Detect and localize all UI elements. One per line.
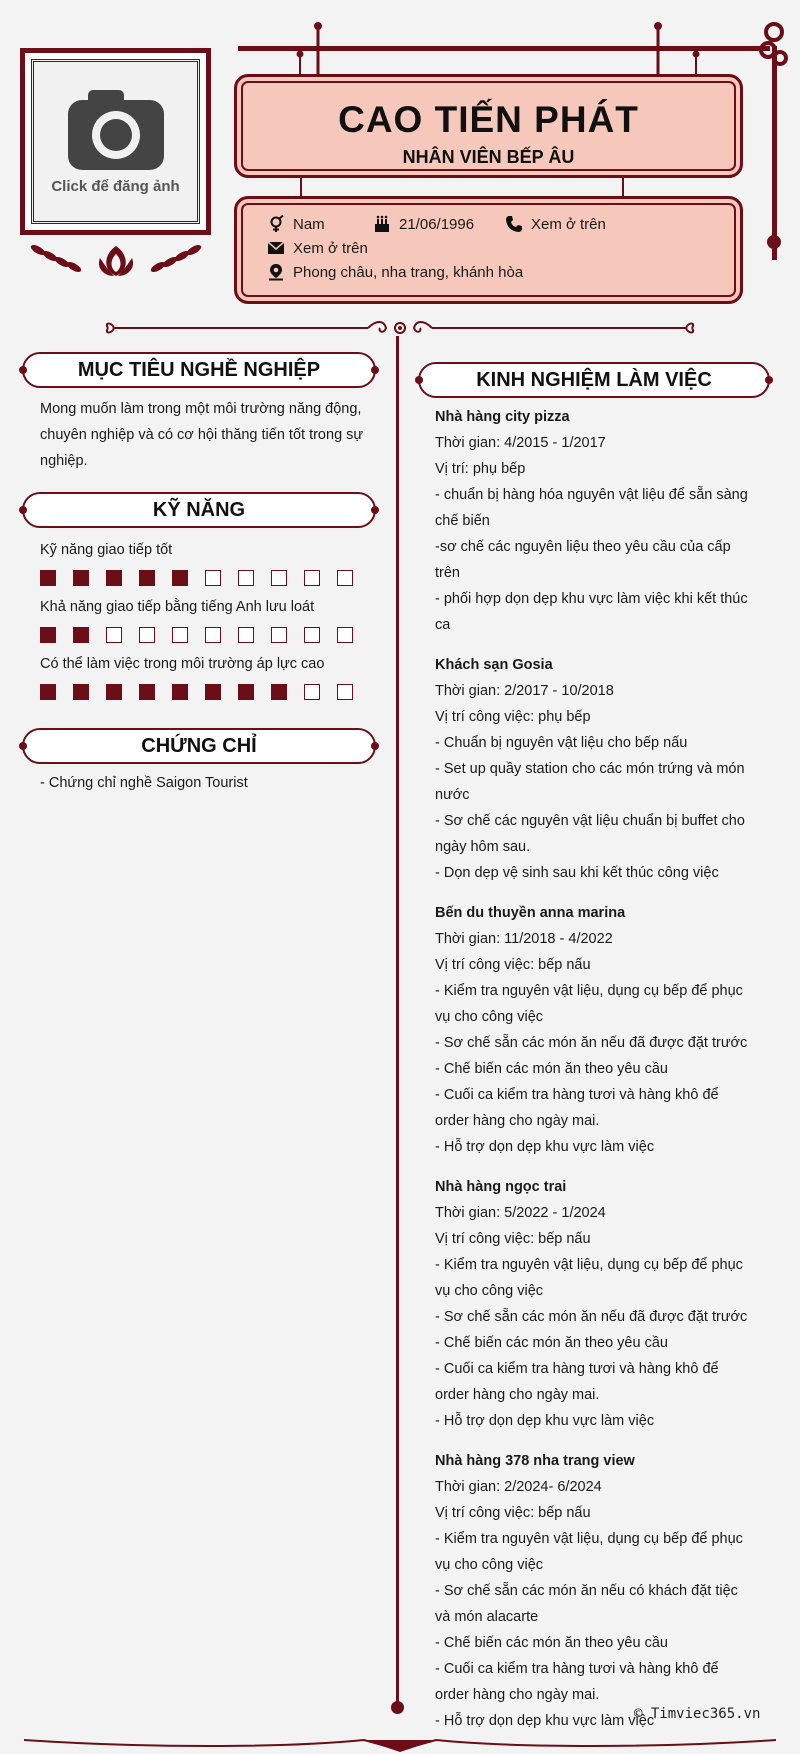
address-value: Phong châu, nha trang, khánh hòa — [293, 263, 524, 281]
photo-frame[interactable] — [20, 48, 211, 235]
certificates-header: CHỨNG CHỈ — [22, 728, 376, 764]
job-duty: -sơ chế các nguyên liệu theo yêu cầu của cấp trên — [435, 539, 731, 581]
skill-box-filled — [172, 684, 188, 700]
job-position: Vị trí công việc: bếp nấu — [435, 1231, 591, 1247]
photo-upload-label: Click để đăng ảnh — [51, 178, 180, 195]
location-pin-icon — [267, 263, 285, 281]
skill-box-empty — [337, 570, 353, 586]
job-company: Bến du thuyền anna marina — [435, 905, 626, 921]
contact-birthday — [373, 215, 474, 233]
job-company: Khách sạn Gosia — [435, 657, 553, 673]
skill-box-filled — [139, 570, 155, 586]
job-company: Nhà hàng city pizza — [435, 409, 570, 425]
bottom-wave-ornament — [24, 1730, 776, 1754]
job-duty: - Chế biến các món ăn theo yêu cầu — [435, 1335, 668, 1351]
phone-value: Xem ở trên — [531, 215, 606, 233]
gender-value: Nam — [293, 215, 325, 233]
job-entry — [435, 404, 750, 638]
job-duty: - Kiểm tra nguyên vật liệu, dụng cụ bếp để phục vụ cho công việc — [435, 1531, 743, 1573]
candidate-name: CAO TIẾN PHÁT — [338, 99, 639, 140]
skill-box-empty — [304, 570, 320, 586]
job-entry — [435, 1174, 750, 1434]
job-duty: - Sơ chế các nguyên vật liệu chuẩn bị buffet cho ngày hôm sau. — [435, 813, 745, 855]
job-company: Nhà hàng ngọc trai — [435, 1179, 567, 1195]
job-time: Thời gian: 4/2015 - 1/2017 — [435, 435, 606, 451]
contact-board — [234, 196, 743, 304]
objective-text: Mong muốn làm trong một môi trường năng động, chuyên nghiệp và có cơ hội thăng tiến tốt trong sự nghiệp. — [40, 401, 364, 469]
job-company: Nhà hàng 378 nha trang view — [435, 1453, 635, 1469]
skill-box-empty — [337, 684, 353, 700]
job-time: Thời gian: 11/2018 - 4/2022 — [435, 931, 613, 947]
job-time: Thời gian: 2/2024- 6/2024 — [435, 1479, 602, 1495]
job-duty: - Dọn dẹp vệ sinh sau khi kết thúc công việc — [435, 865, 719, 881]
skill-box-empty — [271, 627, 287, 643]
laurel-ornament-icon — [24, 240, 208, 280]
contact-phone — [505, 215, 606, 233]
skill-box-filled — [205, 684, 221, 700]
experience-list — [435, 404, 750, 1748]
skill-box-empty — [205, 627, 221, 643]
skill-box-filled — [172, 570, 188, 586]
job-duty: - Sơ chế sẵn các món ăn nếu đã được đặt trước — [435, 1035, 748, 1051]
skill-box-filled — [73, 684, 89, 700]
skill-box-filled — [106, 684, 122, 700]
certificate-item: - Chứng chỉ nghề Saigon Tourist — [40, 775, 248, 791]
skill-box-empty — [271, 570, 287, 586]
skill-box-filled — [271, 684, 287, 700]
skill-box-filled — [139, 684, 155, 700]
objective-header: MỤC TIÊU NGHỀ NGHIỆP — [22, 352, 376, 388]
job-entry — [435, 1448, 750, 1734]
contact-address — [267, 263, 523, 281]
job-duty: - chuẩn bị hàng hóa nguyên vật liệu để sẵn sàng chế biến — [435, 487, 748, 529]
email-value: Xem ở trên — [293, 239, 368, 257]
job-time: Thời gian: 5/2022 - 1/2024 — [435, 1205, 606, 1221]
footer-credit: © Timviec365.vn — [634, 1706, 761, 1722]
skill-name: Khả năng giao tiếp bằng tiếng Anh lưu loát — [40, 599, 315, 615]
job-duty: - Sơ chế sẵn các món ăn nếu đã được đặt trước — [435, 1309, 748, 1325]
skill-rating — [40, 684, 370, 700]
job-duty: - Cuối ca kiểm tra hàng tươi và hàng khô để order hàng cho ngày mai. — [435, 1661, 719, 1703]
skill-name: Kỹ năng giao tiếp tốt — [40, 542, 173, 558]
job-time: Thời gian: 2/2017 - 10/2018 — [435, 683, 614, 699]
job-entry — [435, 652, 750, 886]
name-board — [234, 74, 743, 178]
job-duty: - Chế biến các món ăn theo yêu cầu — [435, 1061, 668, 1077]
column-divider-end — [391, 1701, 404, 1714]
job-duty: - Hỗ trợ dọn dẹp khu vực làm việc — [435, 1713, 655, 1729]
contact-email — [267, 239, 368, 257]
skill-box-empty — [172, 627, 188, 643]
photo-upload-area[interactable] — [31, 59, 200, 224]
skills-header: KỸ NĂNG — [22, 492, 376, 528]
skill-box-empty — [238, 570, 254, 586]
job-duty: - Kiểm tra nguyên vật liệu, dụng cụ bếp để phục vụ cho công việc — [435, 1257, 743, 1299]
skill-box-filled — [40, 684, 56, 700]
skill-box-filled — [106, 570, 122, 586]
skill-box-filled — [40, 570, 56, 586]
skill-rating — [40, 627, 370, 643]
job-duty: - Cuối ca kiểm tra hàng tươi và hàng khô để order hàng cho ngày mai. — [435, 1087, 719, 1129]
experience-header: KINH NGHIỆM LÀM VIỆC — [418, 362, 770, 398]
job-position: Vị trí công việc: bếp nấu — [435, 957, 591, 973]
skill-box-empty — [139, 627, 155, 643]
job-duty: - Chuẩn bị nguyên vật liệu cho bếp nấu — [435, 735, 688, 751]
job-entry — [435, 900, 750, 1160]
job-duty: - phối hợp dọn dẹp khu vực làm việc khi kết thúc ca — [435, 591, 748, 633]
skill-box-filled — [238, 684, 254, 700]
skill-item — [40, 656, 370, 700]
job-duty: - Set up quầy station cho các món trứng và món nước — [435, 761, 745, 803]
skill-name: Có thể làm việc trong môi trường áp lực cao — [40, 656, 325, 672]
job-position: Vị trí công việc: bếp nấu — [435, 1505, 591, 1521]
skill-box-empty — [205, 570, 221, 586]
birthday-cake-icon — [373, 215, 391, 233]
job-duty: - Cuối ca kiểm tra hàng tươi và hàng khô để order hàng cho ngày mai. — [435, 1361, 719, 1403]
skill-box-filled — [40, 627, 56, 643]
birthday-value: 21/06/1996 — [399, 215, 475, 233]
phone-icon — [505, 215, 523, 233]
skill-box-empty — [337, 627, 353, 643]
ornamental-divider — [100, 318, 700, 340]
envelope-icon — [267, 239, 285, 257]
skill-box-empty — [304, 627, 320, 643]
job-duty: - Chế biến các món ăn theo yêu cầu — [435, 1635, 668, 1651]
contact-gender — [267, 215, 325, 233]
skill-item — [40, 542, 370, 586]
job-duty: - Kiểm tra nguyên vật liệu, dụng cụ bếp để phục vụ cho công việc — [435, 983, 743, 1025]
job-duty: - Sơ chế sẵn các món ăn nếu có khách đặt tiệc và món alacarte — [435, 1583, 738, 1625]
skill-box-empty — [238, 627, 254, 643]
job-duty: - Hỗ trợ dọn dẹp khu vực làm việc — [435, 1413, 655, 1429]
skill-item — [40, 599, 370, 643]
skill-rating — [40, 570, 370, 586]
job-position: Vị trí công việc: phụ bếp — [435, 709, 591, 725]
gender-icon — [267, 215, 285, 233]
job-position: Vị trí: phụ bếp — [435, 461, 526, 477]
candidate-role: NHÂN VIÊN BẾP ÂU — [402, 147, 575, 167]
job-duty: - Hỗ trợ dọn dẹp khu vực làm việc — [435, 1139, 655, 1155]
column-divider-line — [396, 336, 399, 1706]
skill-box-filled — [73, 627, 89, 643]
skill-box-empty — [106, 627, 122, 643]
skill-box-filled — [73, 570, 89, 586]
camera-icon — [66, 88, 166, 172]
skill-box-empty — [304, 684, 320, 700]
